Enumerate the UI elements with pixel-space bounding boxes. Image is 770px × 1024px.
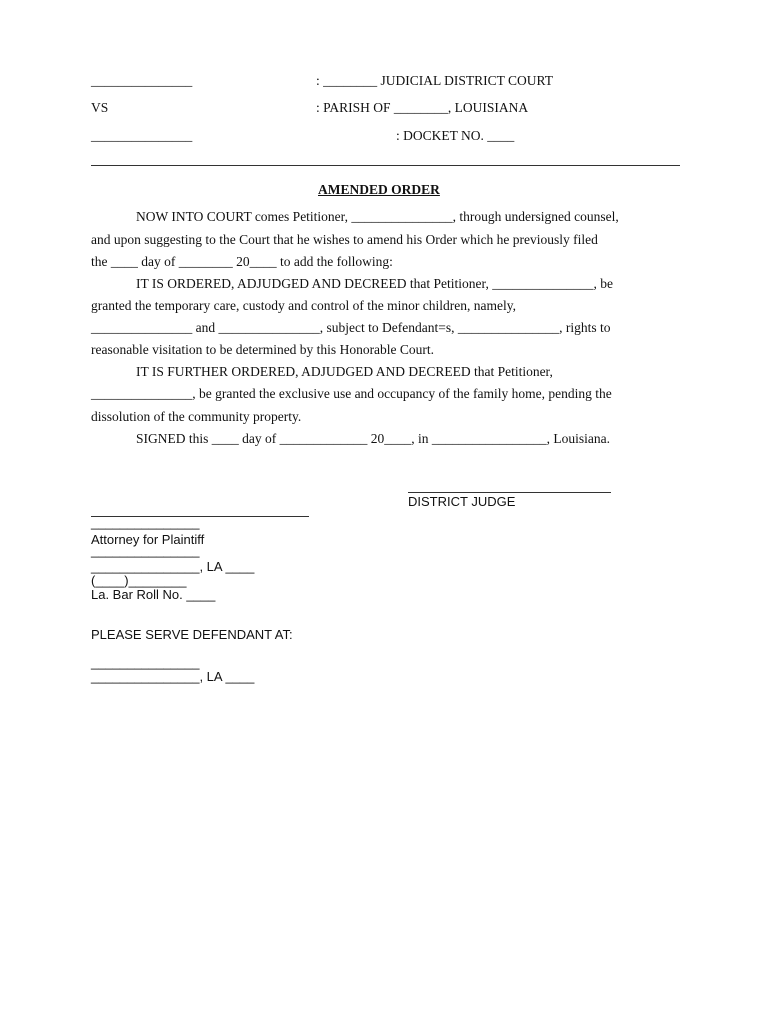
caption-court: : ________ JUDICIAL DISTRICT COURT — [316, 73, 553, 88]
body-p1-line1: NOW INTO COURT comes Petitioner, _______________, through undersigned counsel, — [136, 209, 619, 224]
caption-defendant-blank: _______________ — [91, 128, 193, 143]
body-p1-line3: the ____ day of ________ 20____ to add the following: — [91, 254, 393, 269]
caption-plaintiff-blank: _______________ — [91, 73, 193, 88]
serve-address: _______________ — [91, 655, 200, 670]
attorney-label: Attorney for Plaintiff — [91, 532, 205, 547]
caption-docket: : DOCKET NO. ____ — [396, 128, 515, 143]
body-p2-line2: granted the temporary care, custody and control of the minor children, namely, — [91, 298, 516, 313]
body-signed-line: SIGNED this ____ day of _____________ 20____, in _________________, Louisiana. — [136, 431, 610, 446]
attorney-phone: (____)________ — [91, 573, 187, 588]
attorney-address: _______________ — [91, 543, 200, 558]
attorney-bar-roll: La. Bar Roll No. ____ — [91, 587, 216, 602]
body-p3-line3: dissolution of the community property. — [91, 409, 302, 424]
body-p2-line4: reasonable visitation to be determined by this Honorable Court. — [91, 342, 435, 357]
document-title: AMENDED ORDER — [318, 182, 440, 197]
caption-parish: : PARISH OF ________, LOUISIANA — [316, 100, 529, 115]
attorney-city: _______________, LA ____ — [91, 559, 255, 574]
attorney-blank: _______________ — [91, 515, 200, 530]
body-p3-line2: _______________, be granted the exclusive use and occupancy of the family home, pending the — [91, 386, 612, 401]
serve-city: _______________, LA ____ — [91, 669, 255, 684]
body-p2-line3: _______________ and _______________, subject to Defendant=s, _______________, rights to — [91, 320, 611, 335]
judge-signature-line — [408, 492, 611, 493]
body-p1-line2: and upon suggesting to the Court that he wishes to amend his Order which he previously filed — [91, 232, 598, 247]
body-p3-line1: IT IS FURTHER ORDERED, ADJUDGED AND DECREED that Petitioner, — [136, 364, 553, 379]
caption-divider — [91, 165, 680, 166]
judge-label: DISTRICT JUDGE — [408, 494, 516, 509]
serve-label: PLEASE SERVE DEFENDANT AT: — [91, 627, 293, 642]
caption-vs: VS — [91, 100, 109, 115]
body-p2-line1: IT IS ORDERED, ADJUDGED AND DECREED that Petitioner, _______________, be — [136, 276, 613, 291]
